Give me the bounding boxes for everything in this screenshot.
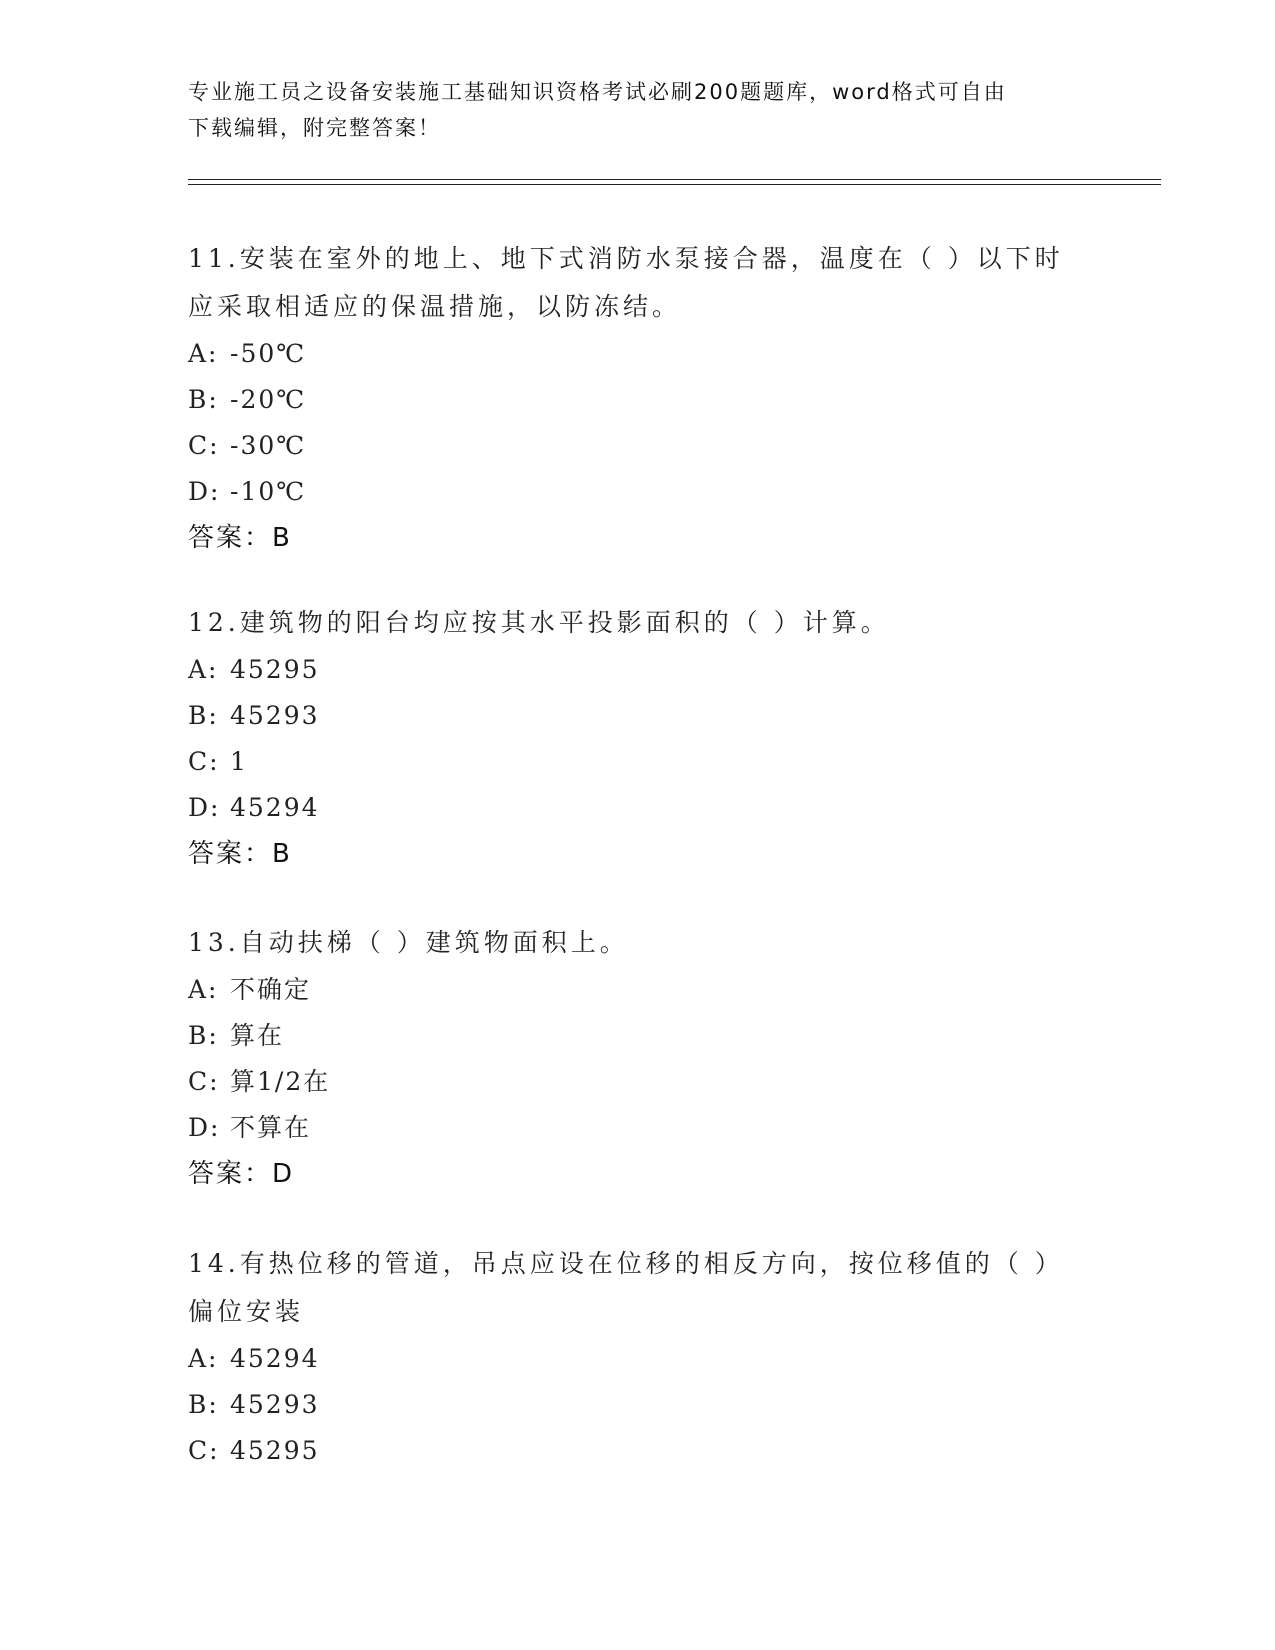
- question-stem: 14.有热位移的管道，吊点应设在位移的相反方向，按位移值的（ ）偏位安装: [188, 1249, 1064, 1326]
- option-label: B:: [188, 1021, 219, 1050]
- option-text: 45295: [230, 655, 320, 684]
- option-c: [188, 739, 1068, 785]
- option-text: -20℃: [230, 385, 307, 414]
- option-text: 不算在: [230, 1113, 312, 1142]
- option-text: 算1/2在: [230, 1067, 331, 1096]
- option-d: [188, 1105, 1068, 1151]
- header-divider-top: [188, 179, 1161, 180]
- option-label: B:: [188, 701, 219, 730]
- option-label: D:: [188, 477, 221, 506]
- option-text: 45293: [230, 701, 320, 730]
- option-a: [188, 647, 1068, 693]
- option-b: [188, 693, 1068, 739]
- option-label: A:: [188, 339, 219, 368]
- option-label: A:: [188, 655, 219, 684]
- option-c: [188, 1428, 1068, 1474]
- option-a: [188, 331, 1068, 377]
- option-text: 45294: [230, 793, 320, 822]
- option-text: 45294: [230, 1344, 320, 1373]
- option-label: C:: [188, 1436, 220, 1465]
- option-d: [188, 469, 1068, 515]
- option-text: 1: [230, 747, 248, 776]
- document-header: [188, 74, 1068, 146]
- option-b: [188, 1382, 1068, 1428]
- option-text: 算在: [230, 1021, 285, 1050]
- header-divider-bottom: [188, 184, 1161, 185]
- option-label: C:: [188, 1067, 220, 1096]
- option-label: C:: [188, 747, 220, 776]
- answer-line: 答案：D: [188, 1159, 295, 1189]
- option-c: [188, 1059, 1068, 1105]
- question-stem: 11.安装在室外的地上、地下式消防水泵接合器，温度在（ ）以下时应采取相适应的保温措施，以防冻结。: [188, 244, 1064, 321]
- option-a: [188, 967, 1068, 1013]
- option-text: 不确定: [230, 975, 312, 1004]
- option-label: B:: [188, 385, 219, 414]
- option-d: [188, 785, 1068, 831]
- option-label: D:: [188, 793, 221, 822]
- question-11: [188, 235, 1068, 561]
- question-14: [188, 1240, 1068, 1474]
- answer-line: 答案：B: [188, 839, 292, 869]
- option-a: [188, 1336, 1068, 1382]
- option-b: [188, 377, 1068, 423]
- header-line-1: 专业施工员之设备安装施工基础知识资格考试必刷200题题库，word格式可自由: [188, 80, 1007, 104]
- option-b: [188, 1013, 1068, 1059]
- option-label: B:: [188, 1390, 219, 1419]
- option-text: -50℃: [230, 339, 307, 368]
- option-c: [188, 423, 1068, 469]
- option-text: -30℃: [230, 431, 307, 460]
- option-label: A:: [188, 1344, 219, 1373]
- option-text: -10℃: [230, 477, 307, 506]
- option-text: 45295: [230, 1436, 320, 1465]
- question-stem: 12.建筑物的阳台均应按其水平投影面积的（ ）计算。: [188, 608, 890, 637]
- question-stem: 13.自动扶梯（ ）建筑物面积上。: [188, 928, 629, 957]
- option-label: A:: [188, 975, 219, 1004]
- header-line-2: 下载编辑，附完整答案！: [188, 116, 441, 140]
- option-text: 45293: [230, 1390, 320, 1419]
- question-12: [188, 599, 1068, 877]
- option-label: C:: [188, 431, 220, 460]
- option-label: D:: [188, 1113, 221, 1142]
- answer-line: 答案：B: [188, 523, 292, 553]
- question-13: [188, 919, 1068, 1197]
